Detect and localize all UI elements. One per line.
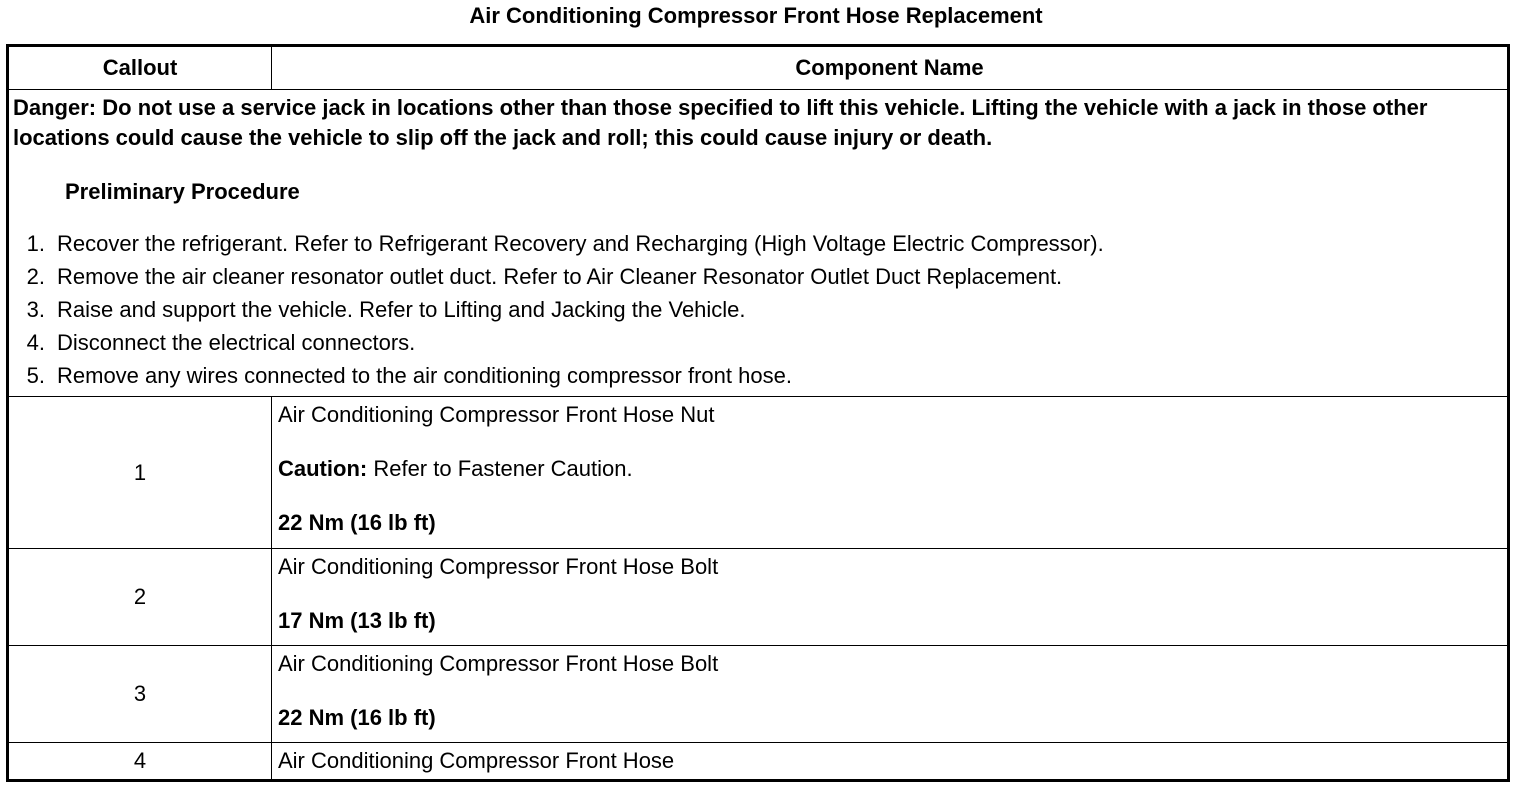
component-name: Air Conditioning Compressor Front Hose Nut <box>278 402 715 427</box>
table-row <box>8 549 1509 646</box>
step-text: Disconnect the electrical connectors. <box>57 330 416 355</box>
step-number: 1. <box>26 231 45 256</box>
torque-spec: 22 Nm (16 lb ft) <box>278 510 436 535</box>
component-name: Air Conditioning Compressor Front Hose Bolt <box>278 651 719 676</box>
step-item <box>13 326 1503 359</box>
component-name: Air Conditioning Compressor Front Hose Bolt <box>278 554 719 579</box>
torque-spec: 17 Nm (13 lb ft) <box>278 608 436 633</box>
step-number: 2. <box>26 264 45 289</box>
preliminary-row <box>8 90 1509 397</box>
preliminary-steps-list <box>13 227 1503 392</box>
callout-number: 4 <box>8 743 272 781</box>
step-item <box>13 227 1503 260</box>
table-row <box>8 397 1509 549</box>
component-cell <box>272 397 1509 549</box>
callout-number: 2 <box>8 549 272 646</box>
step-text: Raise and support the vehicle. Refer to Lifting and Jacking the Vehicle. <box>57 297 746 322</box>
step-item <box>13 260 1503 293</box>
preliminary-heading: Preliminary Procedure <box>65 179 300 204</box>
caution-note <box>278 455 1501 483</box>
callout-number: 1 <box>8 397 272 549</box>
preliminary-cell <box>8 90 1509 397</box>
procedure-table <box>6 44 1510 782</box>
step-item <box>13 359 1503 392</box>
step-item <box>13 293 1503 326</box>
caution-text: Refer to Fastener Caution. <box>373 456 633 481</box>
callout-column-header: Callout <box>8 46 272 90</box>
caution-label: Caution: <box>278 456 368 481</box>
component-name-column-header: Component Name <box>272 46 1509 90</box>
table-header-row <box>8 46 1509 90</box>
step-text: Remove the air cleaner resonator outlet duct. Refer to Air Cleaner Resonator Outlet Duct Replacement. <box>57 264 1063 289</box>
component-name: Air Conditioning Compressor Front Hose <box>278 748 675 773</box>
table-row <box>8 743 1509 781</box>
step-text: Recover the refrigerant. Refer to Refrigerant Recovery and Recharging (High Voltage Electric Compressor). <box>57 231 1104 256</box>
table-row <box>8 646 1509 743</box>
step-number: 5. <box>26 363 45 388</box>
danger-notice <box>13 93 1503 153</box>
component-cell <box>272 646 1509 743</box>
page-title: Air Conditioning Compressor Front Hose Replacement <box>469 3 1043 28</box>
step-number: 4. <box>26 330 45 355</box>
danger-text: Do not use a service jack in locations other than those specified to lift this vehicle. Lifting the vehicle with a jack in those other locations could cause the vehicle to slip off the jack and roll; this could cause injury or death. <box>13 95 1428 150</box>
danger-label: Danger: <box>13 95 97 120</box>
component-cell <box>272 549 1509 646</box>
step-text: Remove any wires connected to the air conditioning compressor front hose. <box>57 363 792 388</box>
callout-number: 3 <box>8 646 272 743</box>
torque-spec: 22 Nm (16 lb ft) <box>278 705 436 730</box>
step-number: 3. <box>26 297 45 322</box>
component-cell <box>272 743 1509 781</box>
